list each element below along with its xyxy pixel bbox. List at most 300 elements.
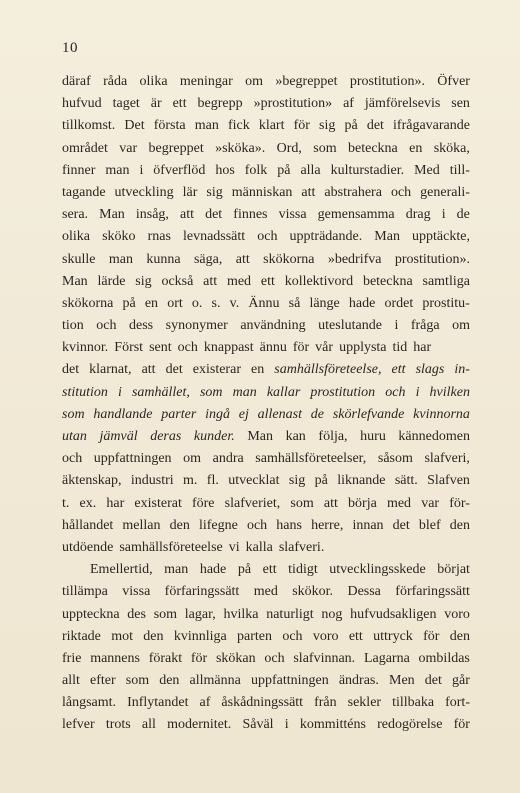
word: frie [62, 650, 82, 666]
word: samhällsföreteelser, [255, 451, 367, 467]
word: finnes [233, 207, 268, 223]
italic-word: de [310, 406, 325, 422]
word: all [141, 717, 156, 733]
word: ändras. [338, 673, 379, 689]
text-line [62, 115, 470, 137]
word: fick [227, 118, 250, 134]
word: det [392, 517, 410, 533]
text-line [62, 71, 470, 93]
word: synonymer [165, 318, 228, 334]
word: det [366, 118, 384, 134]
text-line [62, 559, 470, 581]
word: sig [206, 184, 223, 200]
word: »prostitution» [253, 96, 333, 112]
word: ett [348, 628, 363, 644]
word: på [237, 562, 252, 578]
word: liknande [337, 473, 386, 489]
text-line [62, 249, 470, 271]
word: folk [244, 162, 268, 178]
text-line [62, 359, 470, 381]
word: var [421, 495, 440, 511]
word: innan [352, 517, 384, 533]
word: ett [262, 562, 277, 578]
word: kvinnliga [173, 628, 227, 644]
word: går [452, 673, 470, 689]
word: Slafven [427, 473, 470, 489]
word: nog [321, 606, 343, 622]
word: Dessa [347, 584, 381, 600]
word: skökor. [292, 584, 334, 600]
italic-word: ingå [205, 406, 230, 422]
word: länge [309, 295, 340, 311]
word: »sköka». [215, 140, 266, 156]
word: följa, [318, 429, 348, 444]
italic-word: och [385, 384, 406, 400]
word: riktade [62, 628, 101, 644]
word: allmänna [189, 673, 241, 689]
word: man [108, 251, 133, 267]
word: kan [285, 429, 306, 444]
italic-word: handlande [93, 406, 153, 422]
word: utvecklingsskede [329, 562, 426, 578]
word: från [314, 695, 337, 711]
word: i [139, 162, 144, 178]
word: o. [191, 295, 203, 311]
word: klart [258, 118, 285, 134]
word: uttryck [373, 628, 413, 644]
text-line [62, 182, 470, 204]
word: existerat [134, 495, 182, 511]
word: beteckna [362, 273, 413, 289]
word: af [343, 96, 354, 112]
word: Öfver [437, 74, 470, 89]
word: till- [449, 162, 470, 178]
word: Inflytandet [127, 695, 189, 711]
word: att [180, 207, 195, 223]
word: och [282, 628, 303, 644]
word: rnas [147, 229, 171, 245]
text-line [62, 515, 470, 537]
word: fort- [445, 695, 470, 711]
word: på [122, 295, 136, 311]
word: börja [348, 495, 377, 511]
word: tid [392, 340, 408, 356]
word: tillkomst. [62, 118, 116, 134]
word: kännedomen [398, 429, 470, 444]
word: finner [62, 162, 96, 178]
word: ex. [79, 495, 97, 511]
italic-word: som [199, 384, 223, 400]
text-line [62, 382, 470, 404]
word: begreppet [148, 140, 204, 156]
word: prostitution». [349, 74, 425, 89]
word: slafveri, [424, 451, 470, 467]
word: det [165, 362, 183, 378]
word: sätt. [394, 473, 418, 489]
word: voro [444, 606, 470, 622]
text-line [62, 493, 470, 515]
word: sig [319, 118, 336, 134]
word: insåg, [135, 207, 169, 223]
word: blef [418, 517, 441, 533]
word: första [153, 118, 186, 134]
word: Med [414, 162, 440, 178]
word: Men [389, 673, 415, 689]
word: andra [212, 451, 244, 467]
text-line [62, 648, 470, 670]
italic-word: samhället, [131, 384, 190, 400]
word: uppteckna [62, 606, 120, 622]
word: som [290, 495, 314, 511]
word: de [456, 207, 470, 223]
word: och [62, 451, 83, 467]
word: industri [130, 473, 174, 489]
word: prostitution». [394, 251, 470, 267]
text-line [62, 315, 470, 337]
word: på [344, 118, 358, 134]
word: Ännu [248, 295, 280, 311]
word: också [161, 273, 194, 289]
word: mot [111, 628, 133, 644]
word: såsom [377, 451, 413, 467]
word: för [190, 650, 208, 666]
word: knappast [203, 340, 254, 356]
word: vissa [122, 584, 151, 600]
word: man [194, 118, 219, 134]
text-line [62, 537, 470, 559]
word: sen [451, 96, 470, 112]
word: Man [247, 429, 273, 444]
word: och [264, 650, 285, 666]
word: Emellertid, [90, 562, 153, 578]
italic-word: in- [454, 362, 470, 378]
text-line [62, 604, 470, 626]
word: ifrågavarande [393, 118, 470, 134]
word: s. [211, 295, 221, 311]
word: långsamt. [62, 695, 117, 711]
word: och [390, 184, 412, 200]
word: ordet [384, 295, 414, 311]
word: och [177, 340, 198, 356]
word: hans [276, 517, 302, 533]
word: upplysta [339, 340, 387, 356]
italic-word: hvilken [429, 384, 470, 400]
word: kalla [245, 539, 273, 555]
word: klarnat, [89, 362, 132, 378]
word: den [159, 673, 180, 689]
word: hos [215, 162, 235, 178]
word: ort [167, 295, 183, 311]
word: den [449, 628, 470, 644]
word: parten [237, 628, 272, 644]
word: gemensamma [317, 207, 395, 223]
italic-word: skörlefvande [332, 406, 405, 422]
word: sköko [102, 229, 136, 245]
word: man [164, 562, 189, 578]
word: för [293, 118, 310, 134]
word: med [226, 273, 252, 289]
word: Man [62, 273, 88, 289]
italic-word: parter [161, 406, 197, 422]
word: lefver [62, 717, 95, 733]
word: ett [260, 273, 275, 289]
word: det [205, 207, 223, 223]
word: samhällsföreteelse [119, 539, 223, 555]
text-line [62, 138, 470, 160]
word: hufvud [62, 96, 102, 112]
word: sekler [347, 695, 382, 711]
word: jämförelsevis [364, 96, 441, 112]
word: taget [112, 96, 140, 112]
word: existerar [192, 362, 241, 378]
word: Ord, [276, 140, 302, 156]
word: tion [62, 318, 84, 334]
word: om [245, 74, 263, 89]
word: med [386, 495, 412, 511]
word: sent [149, 340, 172, 356]
word: naturligt [266, 606, 314, 622]
word: mannens [90, 650, 140, 666]
word: före [191, 495, 215, 511]
italic-word: deras [150, 429, 182, 444]
word: användning [240, 318, 306, 334]
word: på [314, 473, 328, 489]
word: så [288, 295, 301, 311]
word: hufvudsakligen [350, 606, 437, 622]
word: förfaringssätt [395, 584, 470, 600]
italic-word: ett [391, 362, 406, 378]
page-number: 10 [62, 40, 78, 56]
word: människan [231, 184, 293, 200]
italic-word: i [117, 384, 122, 400]
italic-word: kvinnorna [413, 406, 470, 422]
italic-word: utan [62, 429, 87, 444]
word: med [253, 584, 278, 600]
text-line [62, 714, 470, 736]
word: den [169, 517, 190, 533]
word: ombildas [418, 650, 470, 666]
word: dess [129, 318, 154, 334]
text-line [62, 226, 470, 248]
word: efter [90, 673, 116, 689]
text-line [62, 204, 470, 226]
word: Man [374, 229, 400, 245]
word: kunna [146, 251, 181, 267]
word: var [119, 140, 138, 156]
word: i [441, 207, 446, 223]
word: kvinnor. [62, 340, 109, 356]
word: att [203, 273, 218, 289]
word: Såväl [242, 717, 274, 733]
text-line [62, 581, 470, 603]
italic-word: prostitution [310, 384, 376, 400]
word: drag [405, 207, 431, 223]
word: Först [114, 340, 144, 356]
word: en [144, 295, 159, 311]
word: begrepp [197, 96, 243, 112]
word: »begreppet [275, 74, 338, 89]
italic-word: kallar [266, 384, 301, 400]
word: att [323, 495, 338, 511]
word: det [424, 673, 442, 689]
word: alla [300, 162, 321, 178]
word: tidigt [288, 562, 318, 578]
italic-word: som [62, 406, 85, 422]
word: vår [315, 340, 334, 356]
text-line [62, 293, 470, 315]
italic-word: stitution [62, 384, 108, 400]
word: voro [312, 628, 339, 644]
word: om [452, 318, 470, 334]
word: uppfattningen [250, 673, 329, 689]
word: fl. [206, 473, 219, 489]
word: »bedrifva [327, 251, 382, 267]
word: och [257, 229, 278, 245]
word: öfverflöd [153, 162, 206, 178]
word: utveckling [114, 184, 174, 200]
word: vi [228, 539, 240, 555]
word: meningar [179, 74, 233, 89]
word: förakt [148, 650, 183, 666]
word: levnadssätt [182, 229, 246, 245]
word: på [277, 162, 291, 178]
word: des [127, 606, 146, 622]
word: för [423, 628, 440, 644]
word: vissa [278, 207, 307, 223]
word: om [183, 451, 202, 467]
word: huru [360, 429, 386, 444]
text-line [62, 670, 470, 692]
italic-word: samhällsföreteelse, [274, 362, 382, 378]
word: utvecklat [228, 473, 280, 489]
word: för [292, 340, 310, 356]
text-line [62, 160, 470, 182]
word: lär [182, 184, 198, 200]
word: lifegne [198, 517, 238, 533]
word: skulle [62, 251, 96, 267]
word: uppträdande. [289, 229, 363, 245]
word: m. [183, 473, 198, 489]
word: hade [199, 562, 227, 578]
word: hållandet [62, 517, 114, 533]
word: för [453, 717, 470, 733]
word: uteslutande [318, 318, 382, 334]
word: slafveri. [278, 539, 325, 555]
word: råda [103, 74, 128, 89]
text-line [62, 626, 470, 648]
word: området [62, 140, 108, 156]
word: herre, [311, 517, 344, 533]
word: prostitu- [422, 295, 470, 311]
word: och [96, 318, 117, 334]
word: att [301, 184, 316, 200]
word: skökorna [263, 251, 315, 267]
word: åskådningssätt [221, 695, 304, 711]
word: utdöende [62, 539, 114, 555]
word: hvilka [223, 606, 259, 622]
text-line [62, 271, 470, 293]
word: som [153, 606, 178, 622]
word: den [449, 517, 470, 533]
word: kulturstadier. [330, 162, 405, 178]
word: olika [62, 229, 90, 245]
word: det [62, 362, 80, 378]
word: Lagarna [363, 650, 410, 666]
word: säga, [193, 251, 223, 267]
word: den [143, 628, 164, 644]
word: beteckna [348, 140, 398, 156]
word: har [106, 495, 125, 511]
word: af [199, 695, 211, 711]
text-line [62, 93, 470, 115]
text-line [62, 404, 470, 426]
italic-word: slags [415, 362, 445, 378]
text-line [62, 426, 470, 448]
word: slafvinnan. [293, 650, 356, 666]
word: kommitténs [299, 717, 366, 733]
word: allt [62, 673, 80, 689]
word: tagande [62, 184, 106, 200]
word: t. [62, 495, 70, 511]
word: ännu [259, 340, 287, 356]
word: Man [99, 207, 125, 223]
italic-word: ej [238, 406, 249, 422]
word: slafveriet, [224, 495, 281, 511]
word: kollektivord [284, 273, 354, 289]
word: man [105, 162, 130, 178]
italic-word: allenast [257, 406, 302, 422]
word: lärde [97, 273, 126, 289]
italic-word: kunder. [193, 429, 235, 444]
word: modernitet. [167, 717, 232, 733]
word: tillämpa [62, 584, 108, 600]
word: tillbaka [392, 695, 435, 711]
word: skökan [215, 650, 256, 666]
word: fråga [410, 318, 440, 334]
word: skökorna [62, 295, 114, 311]
word: att [141, 362, 156, 378]
italic-word: man [232, 384, 257, 400]
word: för- [449, 495, 470, 511]
word: ett [172, 96, 187, 112]
word: och [246, 517, 268, 533]
word: redogörelse [377, 717, 443, 733]
word: sera. [62, 207, 89, 223]
word: Det [124, 118, 145, 134]
word: har [413, 340, 432, 356]
word: olika [139, 74, 168, 89]
word: äktenskap, [62, 473, 122, 489]
word: förfaringssätt [164, 584, 240, 600]
text-line [62, 337, 470, 359]
word: hade [348, 295, 376, 311]
word: mellan [122, 517, 161, 533]
word: generali- [420, 184, 470, 200]
word: upptäckte, [412, 229, 470, 245]
word: abstrahera [324, 184, 382, 200]
word: i [284, 717, 289, 733]
italic-word: i [415, 384, 420, 400]
word: som [313, 140, 337, 156]
word: trots [105, 717, 131, 733]
word: sig [135, 273, 152, 289]
word: samtliga [422, 273, 470, 289]
word: i [394, 318, 399, 334]
word: uppfattningen [93, 451, 172, 467]
text-line [62, 692, 470, 714]
word: v. [229, 295, 240, 311]
word: sig [288, 473, 306, 489]
